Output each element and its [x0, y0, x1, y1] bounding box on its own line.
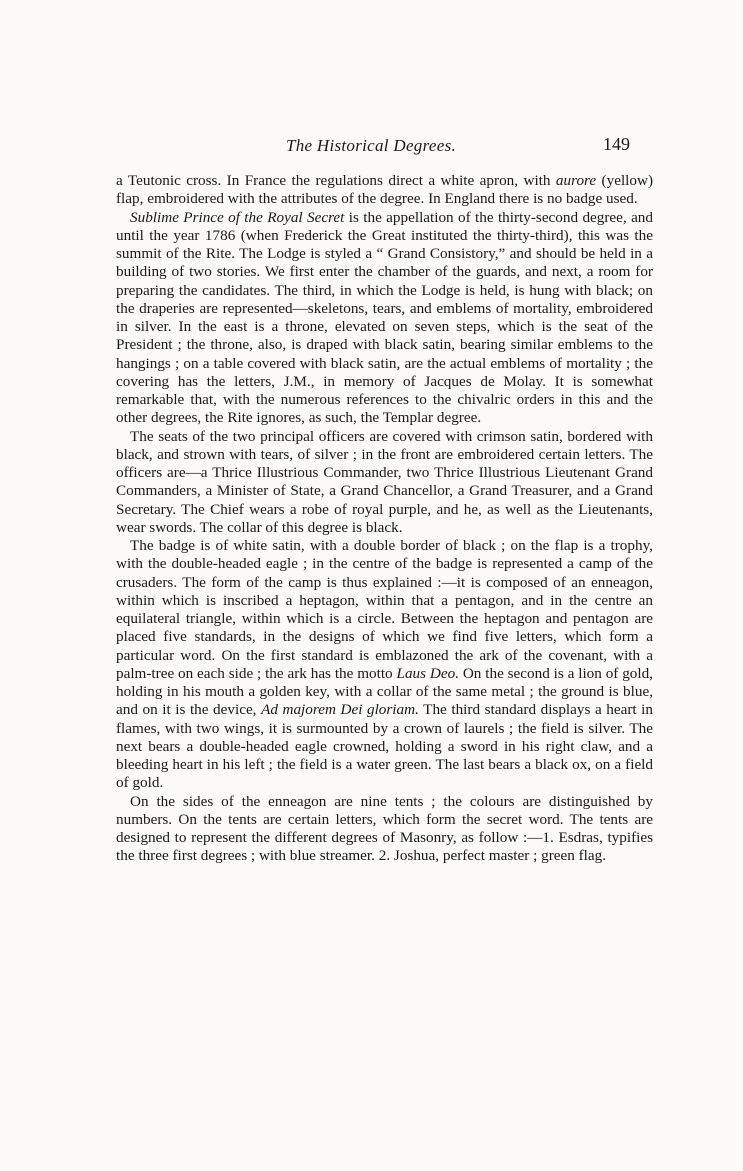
paragraph	[116, 209, 653, 428]
page-number: 149	[603, 134, 630, 154]
paragraph	[116, 793, 653, 866]
running-title: The Historical Degrees.	[285, 136, 457, 155]
text-run: a Teutonic cross. In France the regulations direct a white apron, with	[116, 172, 556, 189]
italic-text: Ad majorem Dei gloriam.	[261, 701, 419, 719]
paragraph	[116, 537, 653, 793]
text-run: is the appellation of the thirty-second degree, and until the year 1786 (when Frederick the Great instituted the thirty-third), this was the summit of the Rite. The Lodge is styled a “ Grand Consistory,” and should be held in a building of two stories. We first enter the chamber of the guards, and next, a room for preparing the candidates. The third, in which the Lodge is held, is hung with black; on the draperies are represented—skeletons, tears, and emblems of mortality, embroidered in silver. In the east is a throne, elevated on seven steps, which is the seat of the President ; the throne, also, is draped with black satin, bearing similar emblems to the hangings ; on a table covered with black satin, are the actual emblems of mortality ; the covering has the letters, J.M., in memory of Jacques de Molay. It is somewhat remarkable that, with the numerous references to the chivalric orders in this and the other degrees, the Rite ignores, as such, the Templar degree.	[116, 208, 653, 427]
text-run: (yellow) flap, embroidered with the attributes of the degree. In England there is no badge used.	[116, 172, 653, 208]
text-run: The seats of the two principal officers are covered with crimson satin, bordered with black, and strown with tears, of silver ; in the front are embroidered certain letters. The officers are—a Thrice Illustrious Commander, two Thrice Illustrious Lieutenant Grand Commanders, a Minister of State, a Grand Chancellor, a Grand Treasurer, and a Grand Secretary. The Chief wears a robe of royal purple, and he, as well as the Lieutenants, wear swords. The collar of this degree is black.	[116, 427, 653, 536]
running-head	[112, 136, 630, 160]
text-run: On the sides of the enneagon are nine tents ; the colours are distinguished by numbers. On the tents are certain letters, which form the secret word. The tents are designed to represent the different degrees of Masonry, as follow :—1. Esdras, typifies the three first degrees ; with blue streamer. 2. Joshua, perfect master ; green flag.	[116, 792, 653, 865]
italic-text: aurore	[555, 172, 597, 189]
paragraph	[116, 428, 653, 538]
text-run: On the second is a lion of gold, holding in his mouth a golden key, with a collar of the same metal ; the ground is blue, and on it is the device,	[116, 664, 653, 719]
italic-text: Sublime Prince of the Royal Secret	[130, 208, 345, 226]
paragraph	[116, 172, 653, 209]
body-text	[116, 172, 653, 866]
italic-text: Laus Deo.	[396, 664, 459, 682]
text-run: The badge is of white satin, with a double border of black ; on the flap is a trophy, with the double-headed eagle ; in the centre of the badge is represented a camp of the crusaders. The form of the camp is thus explained :—it is composed of an enneagon, within which is inscribed a heptagon, within that a pentagon, and in the centre an equilateral triangle, within which is a circle. Between the heptagon and pentagon are placed five standards, in the designs of which we find five letters, which form a particular word. On the first standard is emblazoned the ark of the covenant, with a palm-tree on each side ; the ark has the motto	[116, 537, 653, 682]
text-run: The third standard displays a heart in flames, with two wings, it is surmounted by a crown of laurels ; the field is silver. The next bears a double-headed eagle crowned, holding a sword in his right claw, and a bleeding heart in his left ; the field is a water green. The last bears a black ox, on a field of gold.	[116, 701, 653, 792]
